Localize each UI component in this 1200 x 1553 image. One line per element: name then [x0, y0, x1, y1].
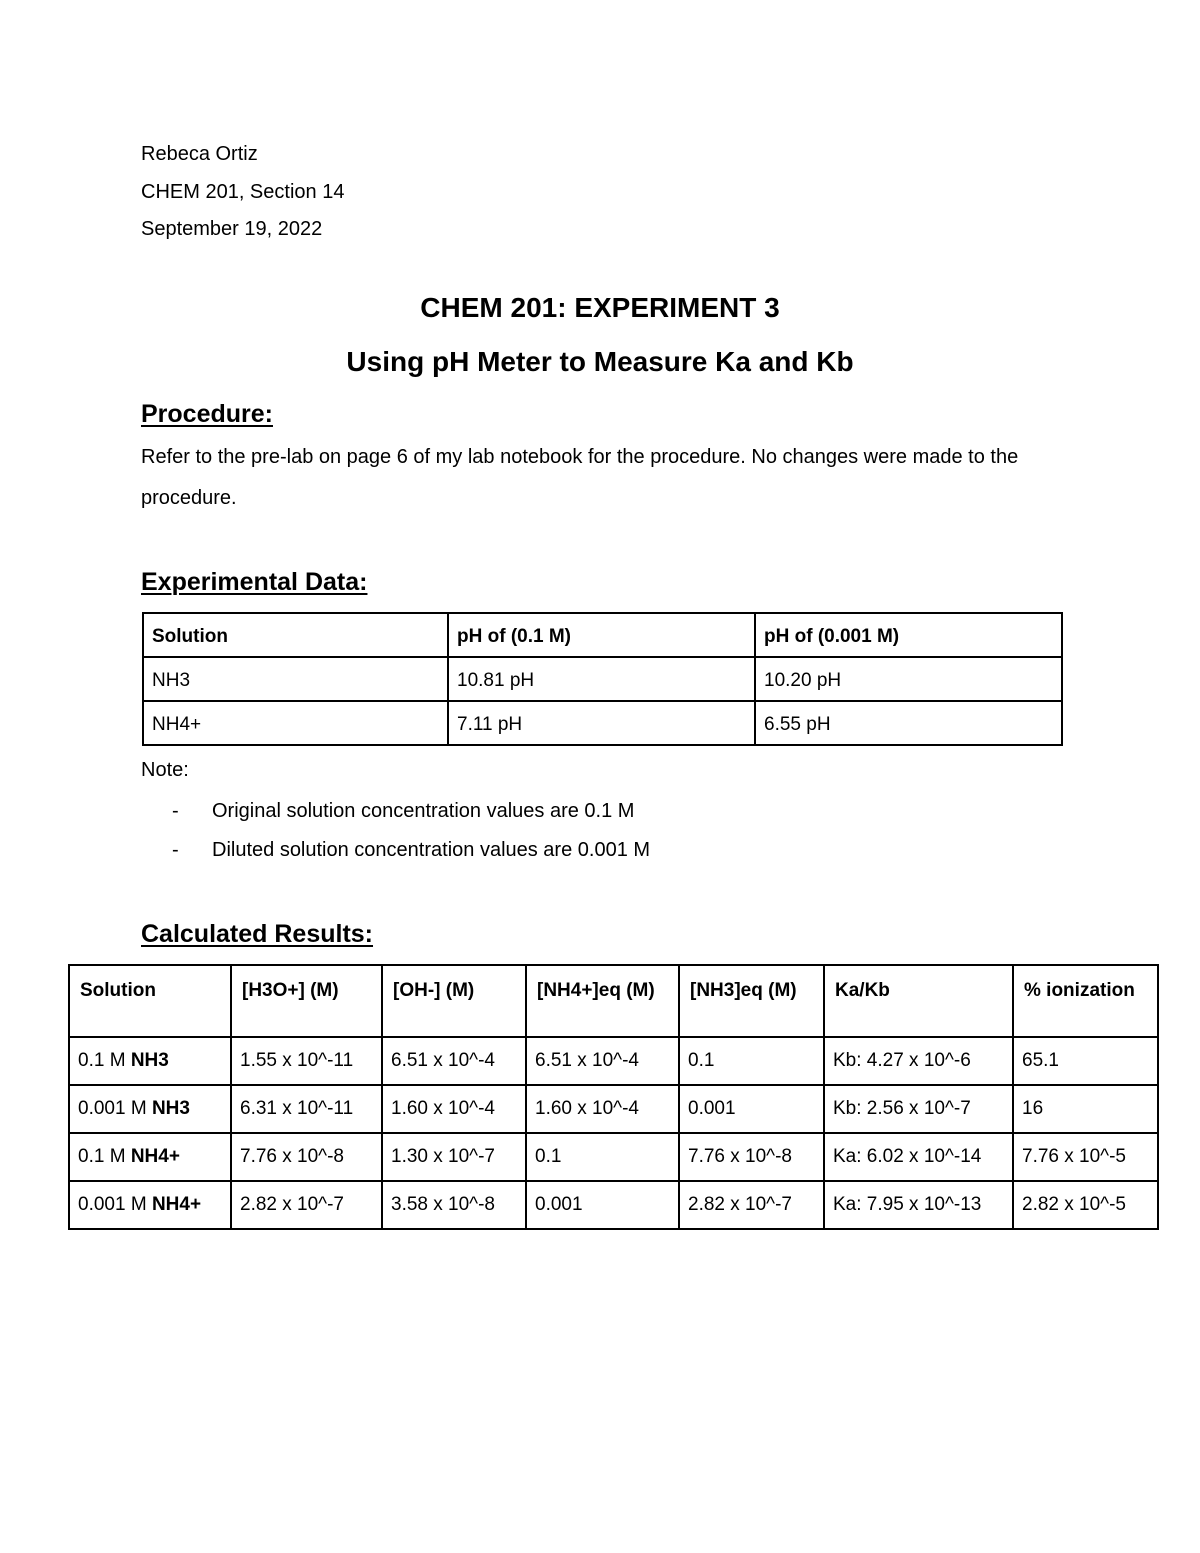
concentration-text: 0.001 M: [78, 1098, 147, 1119]
experimental-data-table: [142, 612, 1063, 746]
column-header: pH of (0.001 M): [755, 613, 1062, 657]
column-header: [NH4+]eq (M): [526, 965, 679, 1037]
note-item: [172, 799, 634, 823]
table-cell: 6.55 pH: [755, 701, 1062, 745]
table-row: [143, 701, 1062, 745]
table-cell: 0.001: [526, 1181, 679, 1229]
table-cell: NH4+: [143, 701, 448, 745]
table-cell: NH3: [143, 657, 448, 701]
table-row: [69, 1133, 1158, 1181]
table-cell: 7.76 x 10^-8: [679, 1133, 824, 1181]
table-cell: 0.001: [679, 1085, 824, 1133]
table-cell: Kb: 4.27 x 10^-6: [824, 1037, 1013, 1085]
table-cell: 1.55 x 10^-11: [231, 1037, 382, 1085]
calculated-results-heading: Calculated Results:: [141, 920, 374, 948]
table-cell: 10.20 pH: [755, 657, 1062, 701]
concentration-text: 0.1 M: [78, 1146, 126, 1167]
table-cell: 10.81 pH: [448, 657, 755, 701]
table-cell: 6.51 x 10^-4: [382, 1037, 526, 1085]
table-row: [69, 1085, 1158, 1133]
table-cell: 7.76 x 10^-5: [1013, 1133, 1158, 1181]
table-cell: 16: [1013, 1085, 1158, 1133]
solution-cell: [69, 1133, 231, 1181]
table-cell: 7.11 pH: [448, 701, 755, 745]
species-text: NH4+: [130, 1146, 180, 1167]
document-title: CHEM 201: EXPERIMENT 3: [420, 292, 780, 323]
experimental-data-heading: Experimental Data:: [141, 568, 368, 596]
table-cell: 7.76 x 10^-8: [231, 1133, 382, 1181]
table-cell: 2.82 x 10^-7: [231, 1181, 382, 1229]
table-cell: 6.31 x 10^-11: [231, 1085, 382, 1133]
column-header: Solution: [69, 965, 231, 1037]
note-label: Note:: [141, 759, 189, 781]
column-header: [H3O+] (M): [231, 965, 382, 1037]
table-cell: 1.30 x 10^-7: [382, 1133, 526, 1181]
column-header: % ionization: [1013, 965, 1158, 1037]
table-cell: 2.82 x 10^-5: [1013, 1181, 1158, 1229]
column-header: [OH-] (M): [382, 965, 526, 1037]
concentration-text: 0.001 M: [78, 1194, 147, 1215]
table-header-row: [143, 613, 1062, 657]
table-cell: 65.1: [1013, 1037, 1158, 1085]
note-item-text: Original solution concentration values are 0.1 M: [212, 800, 635, 822]
table-header-row: [69, 965, 1158, 1037]
species-text: NH4+: [151, 1194, 202, 1215]
table-cell: Ka: 6.02 x 10^-14: [824, 1133, 1013, 1181]
table-cell: 2.82 x 10^-7: [679, 1181, 824, 1229]
note-item: [172, 838, 650, 862]
table-cell: 1.60 x 10^-4: [382, 1085, 526, 1133]
list-dash: -: [172, 839, 179, 861]
species-text: NH3: [151, 1098, 190, 1119]
solution-cell: [69, 1181, 231, 1229]
calculated-results-table: [68, 964, 1159, 1230]
solution-cell: [69, 1085, 231, 1133]
column-header: Solution: [143, 613, 448, 657]
report-date: September 19, 2022: [141, 218, 323, 240]
column-header: pH of (0.1 M): [448, 613, 755, 657]
table-row: [69, 1037, 1158, 1085]
procedure-text: Refer to the pre-lab on page 6 of my lab notebook for the procedure. No changes were made to the procedure.: [141, 446, 1019, 509]
table-cell: 0.1: [526, 1133, 679, 1181]
author-name: Rebeca Ortiz: [141, 143, 258, 165]
species-text: NH3: [130, 1050, 169, 1071]
table-cell: Ka: 7.95 x 10^-13: [824, 1181, 1013, 1229]
note-item-text: Diluted solution concentration values are 0.001 M: [212, 839, 651, 861]
table-cell: 1.60 x 10^-4: [526, 1085, 679, 1133]
course-section: CHEM 201, Section 14: [141, 181, 345, 203]
list-dash: -: [172, 800, 179, 822]
table-cell: 3.58 x 10^-8: [382, 1181, 526, 1229]
column-header: Ka/Kb: [824, 965, 1013, 1037]
table-row: [69, 1181, 1158, 1229]
table-cell: 0.1: [679, 1037, 824, 1085]
procedure-heading: Procedure:: [141, 400, 273, 428]
table-cell: 6.51 x 10^-4: [526, 1037, 679, 1085]
table-row: [143, 657, 1062, 701]
solution-cell: [69, 1037, 231, 1085]
document-subtitle: Using pH Meter to Measure Ka and Kb: [346, 346, 854, 377]
table-cell: Kb: 2.56 x 10^-7: [824, 1085, 1013, 1133]
concentration-text: 0.1 M: [78, 1050, 126, 1071]
column-header: [NH3]eq (M): [679, 965, 824, 1037]
